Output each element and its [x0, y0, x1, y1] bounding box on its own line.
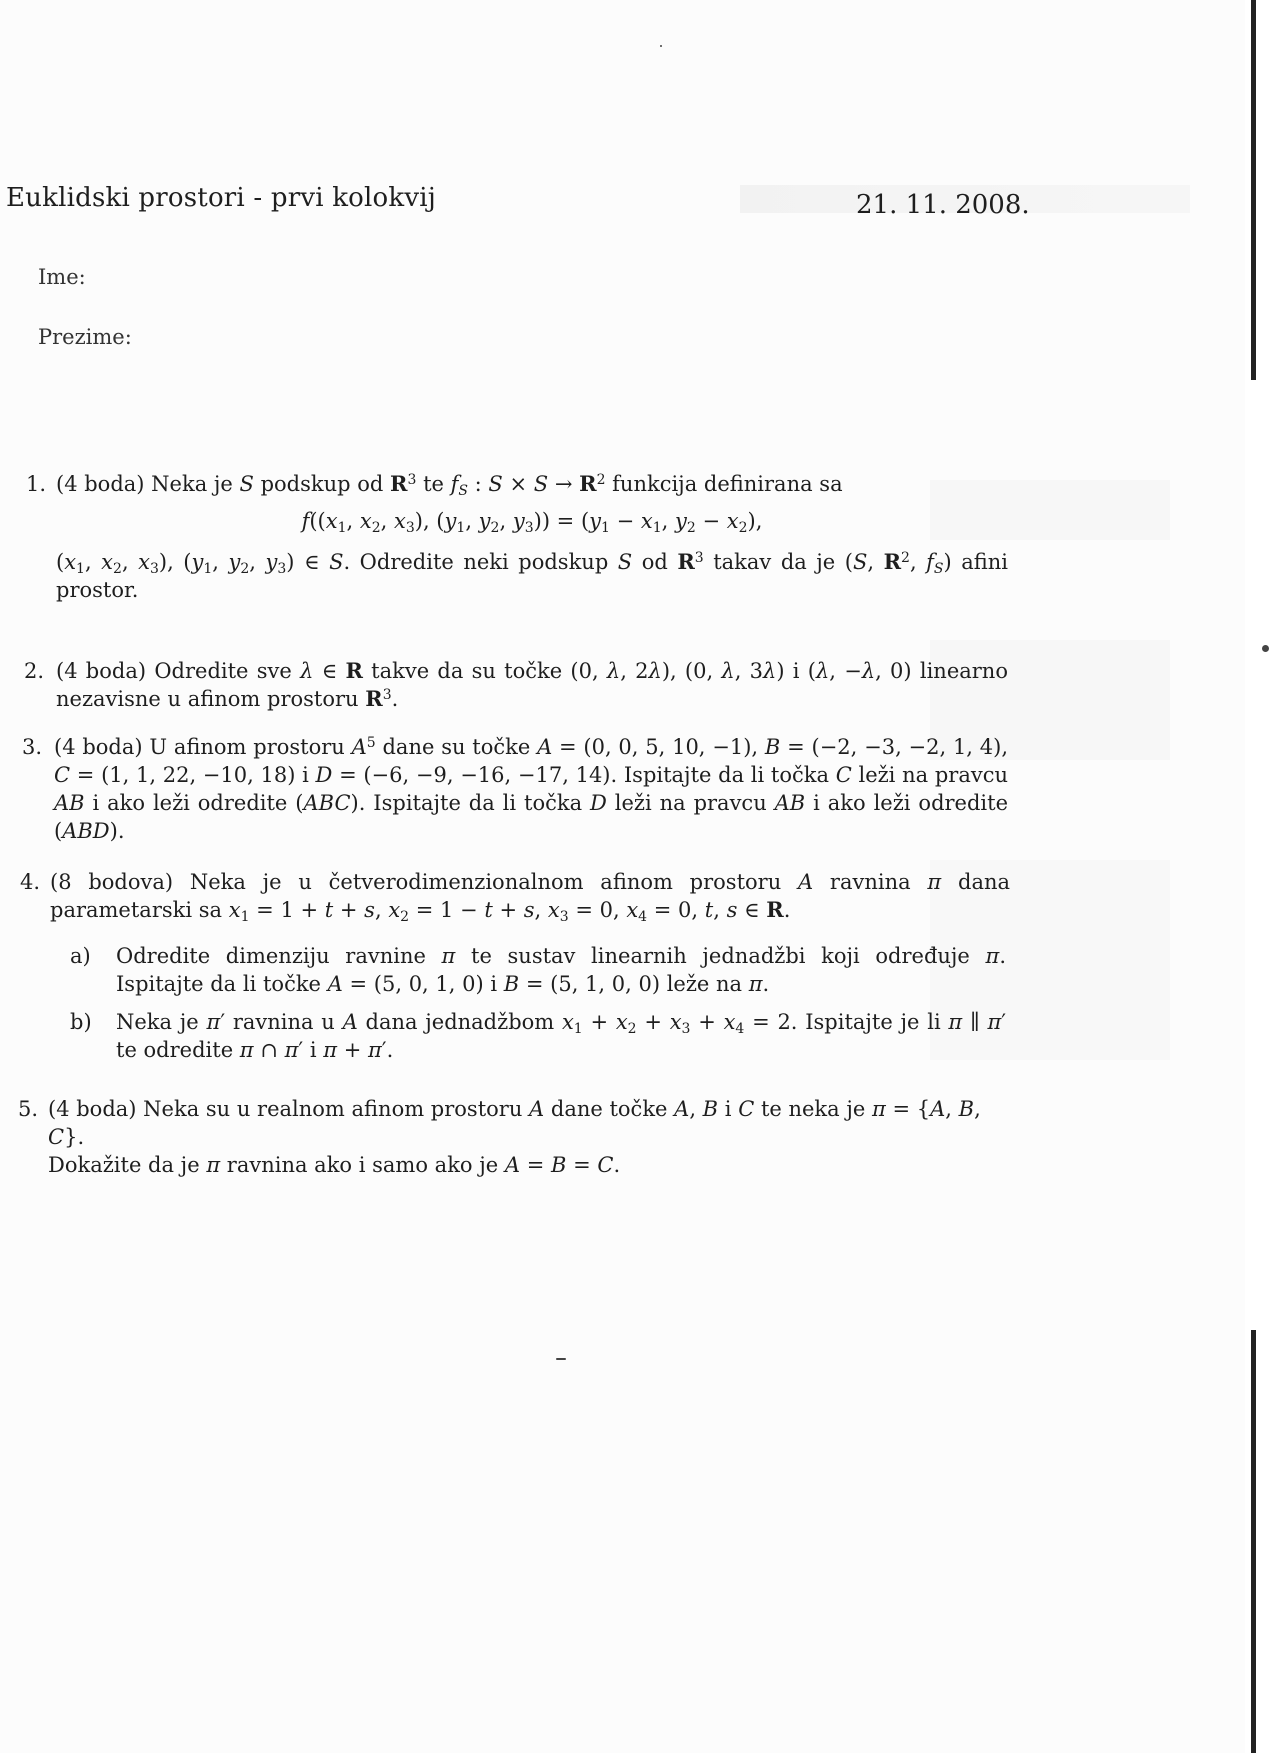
- part-b-text: Neka je π′ ravnina u A dana jednadžbom $x_1 + x_2 + x_3 + x_4 = 2$. Ispitajte je li π ∥ π′ te odredite π ∩ π′ i π + π′.: [116, 1010, 1007, 1062]
- scan-speck: [1262, 645, 1269, 652]
- problem-2-text: (4 boda) Odredite sve λ ∈ R takve da su točke (0, λ, 2λ), (0, λ, 3λ) i (λ, −λ, 0) linearno nezavisne u afinom prostoru $R^3$.: [56, 658, 1008, 711]
- problem-points: (4 boda): [54, 735, 143, 759]
- scan-edge-mark: [1251, 1330, 1256, 1753]
- problem-number: 3.: [22, 735, 43, 759]
- first-name-label: Ime:: [38, 265, 86, 289]
- problem-1-intro: (4 boda) Neka je S podskup od $R^3$ te $f_S$ : $S \times S \to R^2$ funkcija definirana sa: [56, 471, 843, 499]
- problem-points: (8 bodova): [50, 870, 174, 894]
- problem-number: 1.: [26, 472, 47, 496]
- problem-4-part-b: [70, 1008, 1006, 1064]
- problem-3-text: (4 boda) U afinom prostoru $A^5$ dane su točke A = (0, 0, 5, 10, −1), B = (−2, −3, −2, 1, 4), C = (1, 1, 22, −10, 18) i D = (−6, −9, −16, −17, 14). Ispitajte da li točka C leži na pravcu AB i ako leži odredite (ABC). Ispitajte da li točka D leži na pravcu AB i ako leži odredite (ABD).: [54, 735, 1009, 843]
- problem-5-text: (4 boda) Neka su u realnom afinom prostoru A dane točke A, B i C te neka je π = {A, B, C}. Dokažite da je π ravnina ako i samo ako je A = B = C.: [48, 1097, 981, 1177]
- last-name-label: Prezime:: [38, 325, 132, 349]
- problem-4-part-a: [70, 942, 1006, 998]
- problem-1-outro: ($x_1$, $x_2$, $x_3$), ($y_1$, $y_2$, $y_3$) ∈ S. Odredite neki podskup S od $R^3$ takav da je (S, $R^2$, $f_S$) afini prostor.: [56, 549, 1008, 602]
- scan-edge: [1245, 0, 1275, 1753]
- part-label: b): [70, 1010, 92, 1034]
- problem-number: 2.: [24, 659, 45, 683]
- problem-points: (4 boda): [56, 472, 145, 496]
- scan-speck: [556, 1358, 566, 1360]
- part-label: a): [70, 944, 91, 968]
- problem-4-text: (8 bodova) Neka je u četverodimenzionalnom afinom prostoru A ravnina π dana parametarski sa $x_1 = 1 + t + s$, $x_2 = 1 - t + s$, $x_3 = 0$, $x_4 = 0$, t, s ∈ R.: [50, 870, 1011, 925]
- problem-1-formula: $f((x_1$, $x_2$, $x_3$), ($y_1$, $y_2$, $y_3)) = (y_1 - x_1$, $y_2 - x_2$),: [301, 509, 763, 536]
- scan-edge-mark: [1251, 0, 1256, 380]
- problem-number: 4.: [20, 870, 41, 894]
- problem-points: (4 boda): [48, 1097, 137, 1121]
- part-a-text: Odredite dimenziju ravnine π te sustav linearnih jednadžbi koji određuje π. Ispitajte da li točke A = (5, 0, 1, 0) i B = (5, 1, 0, 0) leže na π.: [116, 944, 1006, 996]
- exam-date: 21. 11. 2008.: [856, 190, 1030, 220]
- page-title: Euklidski prostori - prvi kolokvij: [6, 183, 436, 213]
- scan-speck: [660, 45, 662, 47]
- problem-points: (4 boda): [56, 659, 147, 683]
- problem-number: 5.: [18, 1097, 39, 1121]
